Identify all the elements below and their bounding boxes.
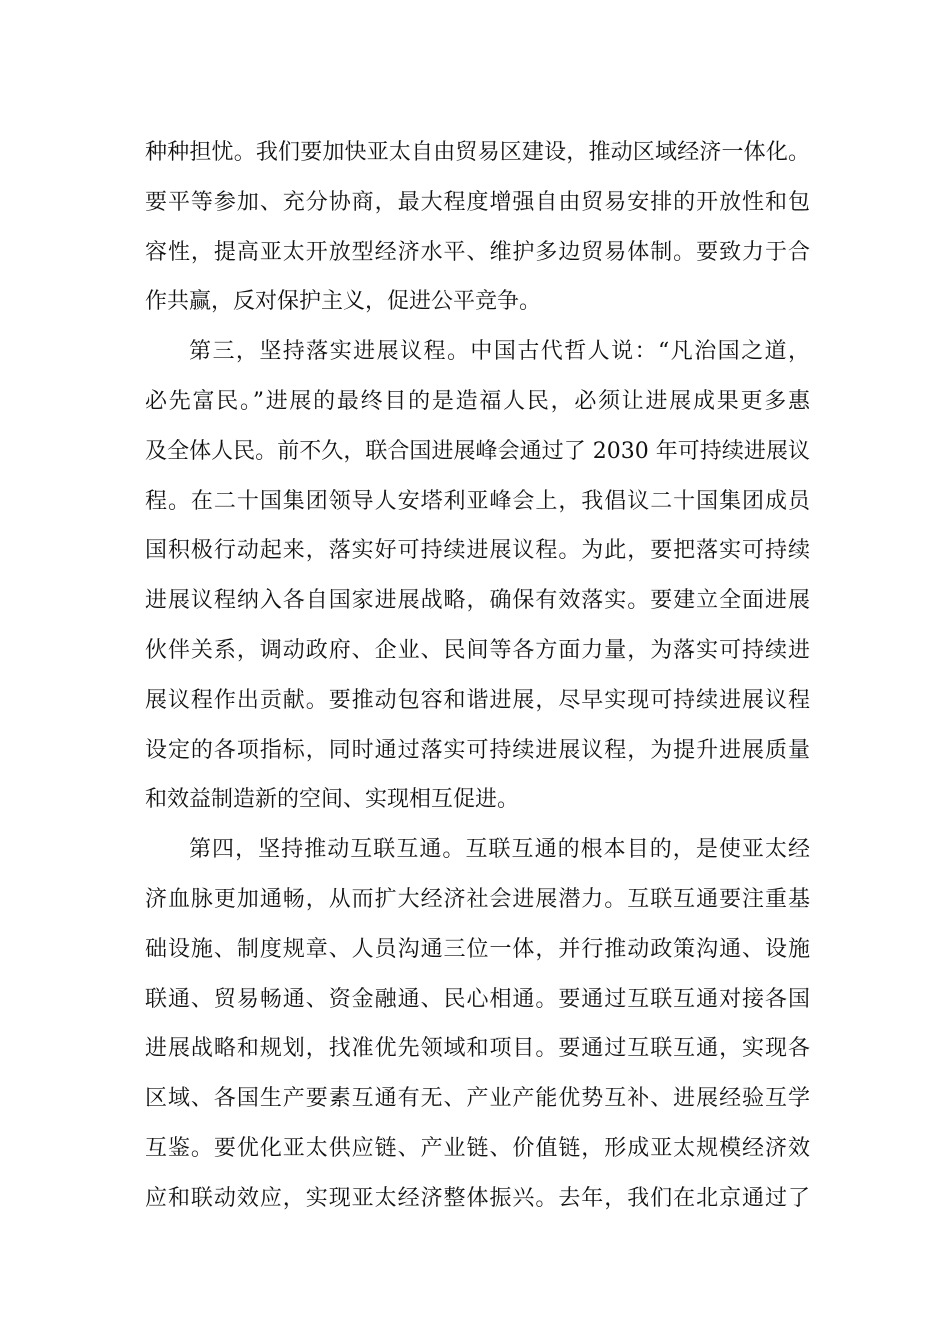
text-line: 进展议程纳入各自国家进展战略，确保有效落实。要建立全面进展 [145, 588, 810, 614]
text-line: 第三，坚持落实进展议程。中国古代哲人说：“凡治国之道， [189, 339, 810, 365]
text-line: 国积极行动起来，落实好可持续进展议程。为此，要把落实可持续 [145, 538, 810, 564]
text-line: 设定的各项指标，同时通过落实可持续进展议程，为提升进展质量 [145, 737, 810, 763]
text-line: 种种担忧。我们要加快亚太自由贸易区建设，推动区域经济一体化。 [145, 140, 810, 165]
text-line: 和效益制造新的空间、实现相互促进。 [145, 787, 520, 813]
document-body [145, 128, 810, 1224]
text-line: 互鉴。要优化亚太供应链、产业链、价值链，形成亚太规模经济效 [145, 1135, 810, 1161]
text-line: 第四，坚持推动互联互通。互联互通的根本目的，是使亚太经 [189, 837, 810, 863]
text-line: 础设施、制度规章、人员沟通三位一体，并行推动政策沟通、设施 [145, 936, 810, 962]
text-line: 济血脉更加通畅，从而扩大经济社会进展潜力。互联互通要注重基 [145, 886, 810, 912]
text-line: 必先富民。”进展的最终目的是造福人民，必须让进展成果更多惠 [145, 388, 810, 414]
text-line: 程。在二十国集团领导人安塔利亚峰会上，我倡议二十国集团成员 [145, 488, 810, 514]
text-line: 应和联动效应，实现亚太经济整体振兴。去年，我们在北京通过了 [145, 1185, 810, 1211]
text-line: 要平等参加、充分协商，最大程度增强自由贸易安排的开放性和包 [145, 189, 810, 215]
text-line: 容性，提高亚太开放型经济水平、维护多边贸易体制。要致力于合 [145, 239, 810, 265]
text-line: 区域、各国生产要素互通有无、产业产能优势互补、进展经验互学 [145, 1086, 810, 1112]
text-line: 展议程作出贡献。要推动包容和谐进展，尽早实现可持续进展议程 [145, 687, 810, 713]
text-line: 及全体人民。前不久，联合国进展峰会通过了 2030 年可持续进展议 [145, 438, 810, 464]
text-line: 作共赢，反对保护主义，促进公平竞争。 [145, 289, 542, 315]
text-line: 伙伴关系，调动政府、企业、民间等各方面力量，为落实可持续进 [145, 637, 810, 663]
text-line: 进展战略和规划，找准优先领域和项目。要通过互联互通，实现各 [145, 1036, 810, 1062]
text-line: 联通、贸易畅通、资金融通、民心相通。要通过互联互通对接各国 [145, 986, 810, 1012]
